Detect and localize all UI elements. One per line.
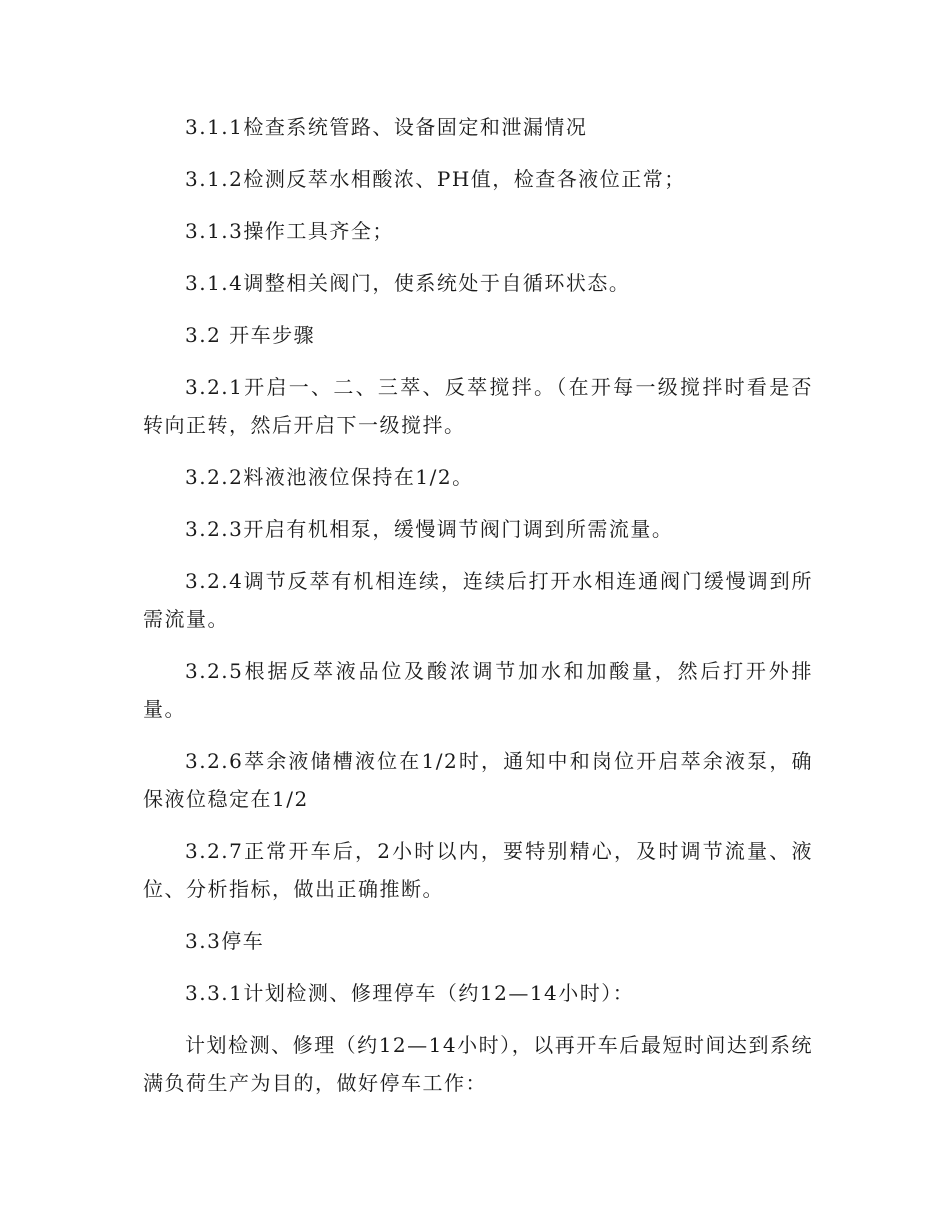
paragraph-3-2-7: 3.2.7正常开车后，2小时以内，要特别精心，及时调节流量、液位、分析指标，做出正确推断。 (143, 839, 813, 901)
paragraph-3-2-2: 3.2.2料液池液位保持在1/2。 (185, 465, 474, 489)
paragraph-3-1-3: 3.1.3操作工具齐全； (185, 219, 394, 243)
paragraph-3-2-6: 3.2.6萃余液储槽液位在1/2时，通知中和岗位开启萃余液泵，确保液位稳定在1/2 (143, 749, 813, 811)
section-heading-3-3: 3.3停车 (185, 929, 265, 953)
paragraph-shutdown-plan: 计划检测、修理（约12—14小时），以再开车后最短时间达到系统满负荷生产为目的，做好停车工作： (143, 1033, 813, 1095)
paragraph-3-1-1: 3.1.1检查系统管路、设备固定和泄漏情况 (185, 115, 588, 139)
paragraph-3-3-1: 3.3.1计划检测、修理停车（约12—14小时）： (185, 981, 635, 1005)
paragraph-3-1-4: 3.1.4调整相关阀门，使系统处于自循环状态。 (185, 271, 631, 295)
paragraph-3-2-4: 3.2.4调节反萃有机相连续，连续后打开水相连通阀门缓慢调到所需流量。 (143, 569, 813, 631)
paragraph-3-1-2: 3.1.2检测反萃水相酸浓、PH值，检查各液位正常； (185, 167, 686, 191)
section-heading-3-2: 3.2 开车步骤 (185, 323, 316, 347)
paragraph-3-2-3: 3.2.3开启有机相泵，缓慢调节阀门调到所需流量。 (185, 517, 674, 541)
paragraph-3-2-1: 3.2.1开启一、二、三萃、反萃搅拌。（在开每一级搅拌时看是否转向正转，然后开启下一级搅拌。 (143, 375, 813, 437)
document-body (143, 108, 813, 1116)
paragraph-3-2-5: 3.2.5根据反萃液品位及酸浓调节加水和加酸量，然后打开外排量。 (143, 659, 813, 721)
